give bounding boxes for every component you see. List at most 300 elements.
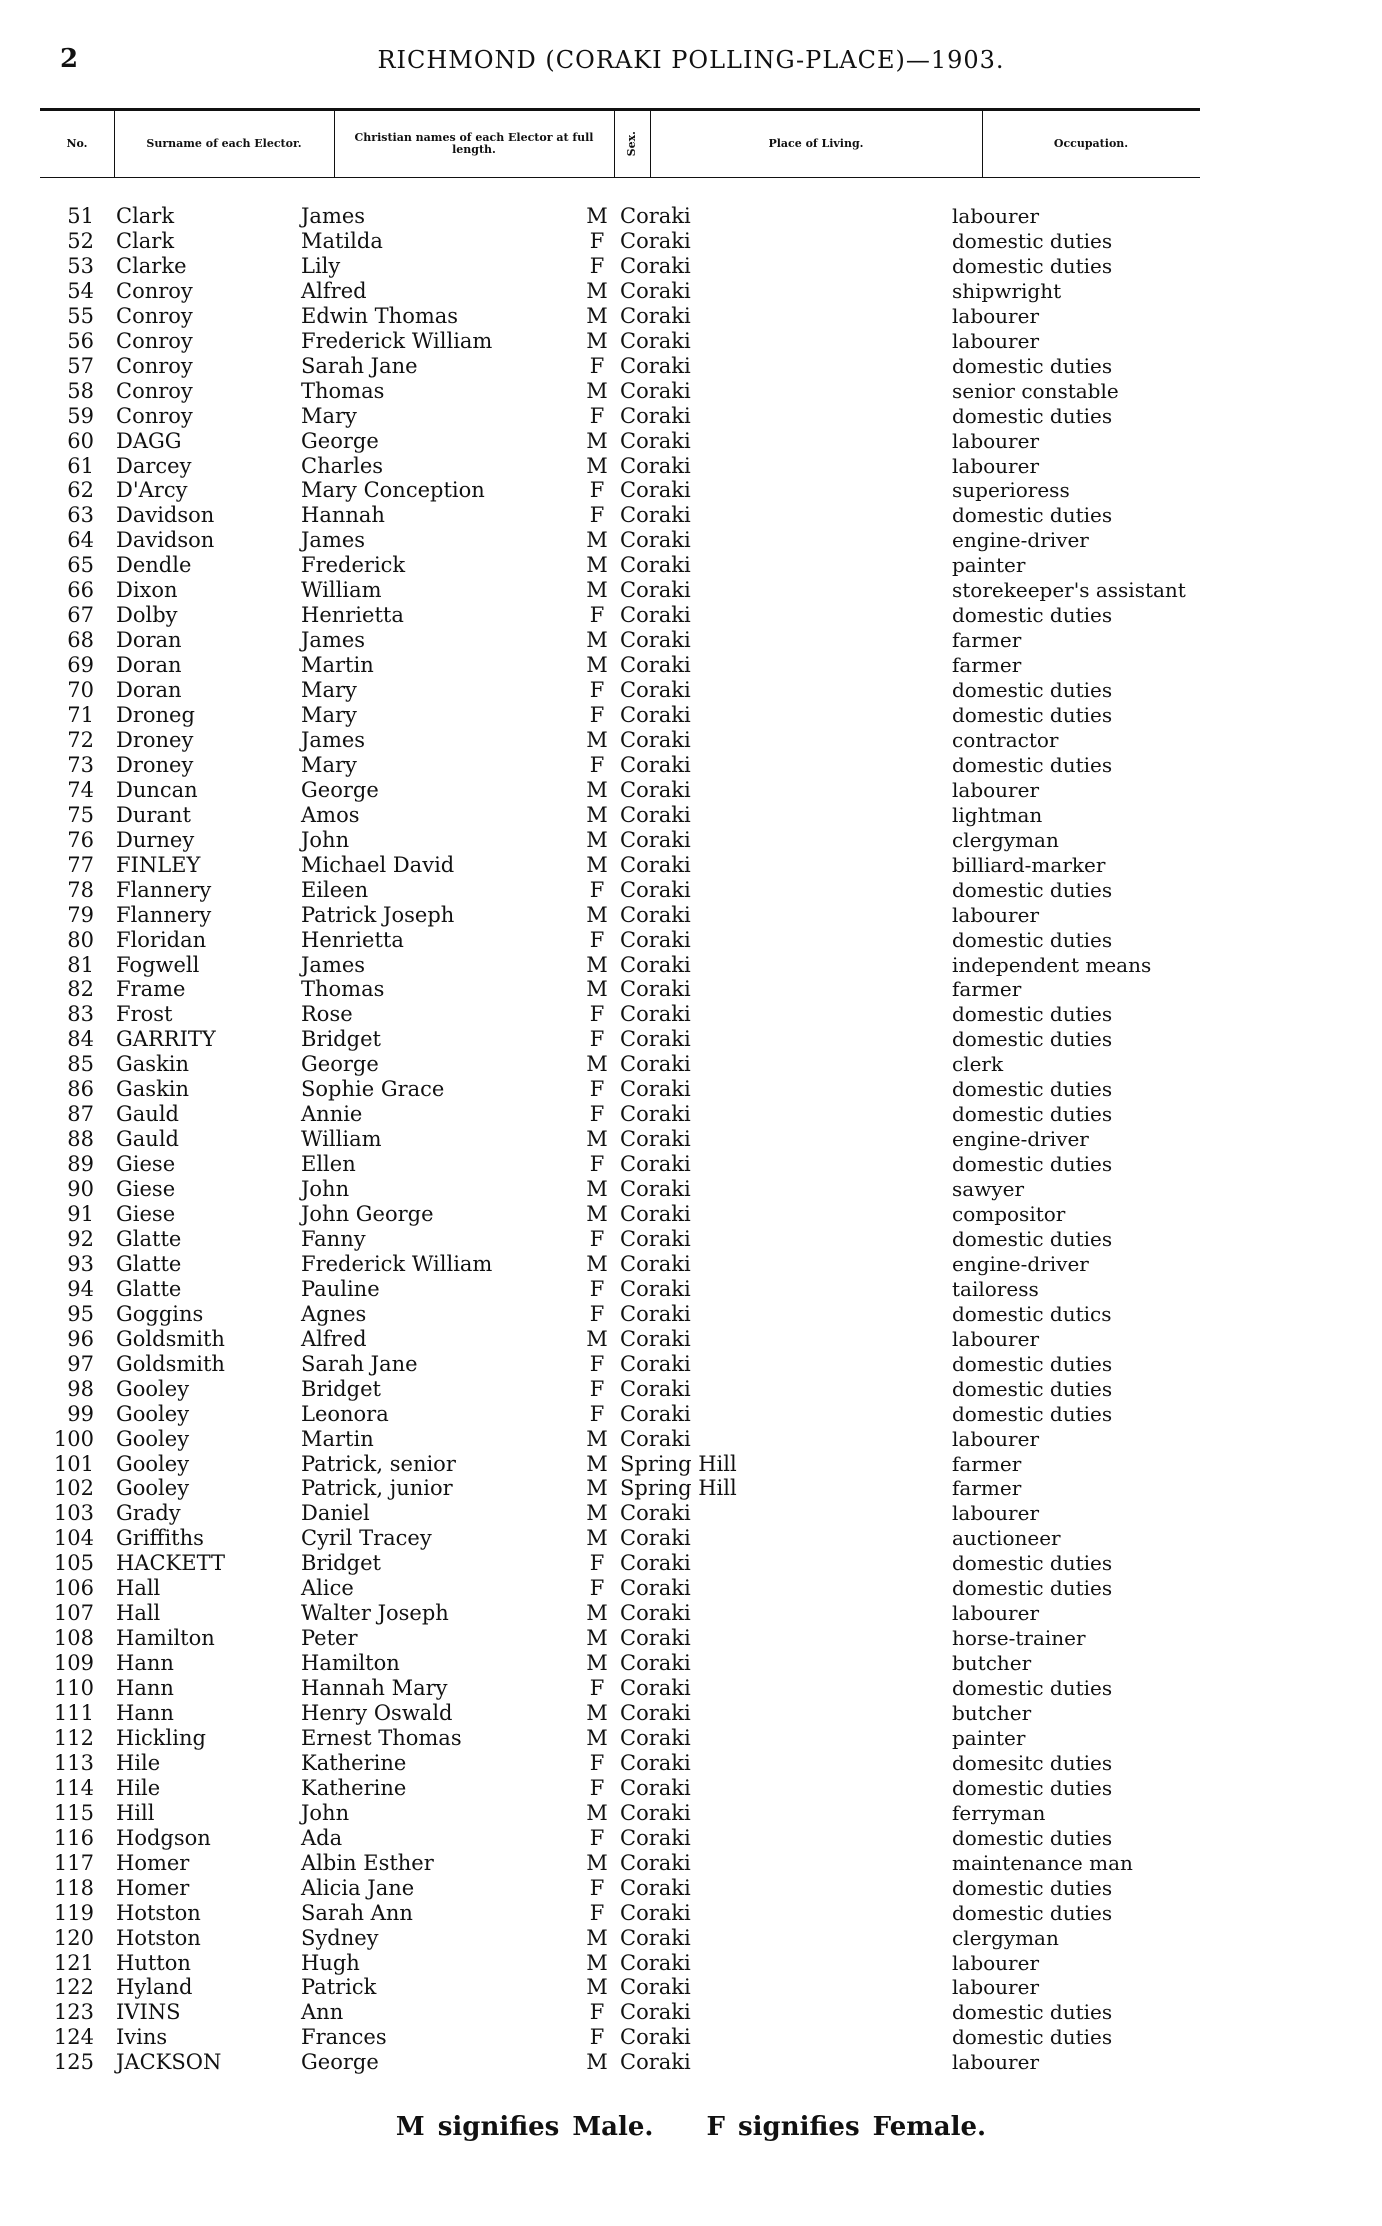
elector-christian-names: Sarah Jane [301, 1351, 418, 1376]
elector-surname: JACKSON [116, 2050, 222, 2075]
elector-sex: F [589, 403, 605, 428]
elector-occupation: farmer [952, 1451, 1022, 1476]
elector-occupation: superioress [952, 478, 1070, 503]
elector-occupation: auctioneer [952, 1526, 1061, 1551]
elector-surname: D'Arcy [116, 478, 188, 503]
elector-sex: M [586, 1127, 608, 1152]
elector-christian-names: Bridget [301, 1376, 381, 1401]
elector-place: Coraki [620, 1775, 691, 1800]
elector-christian-names: William [301, 1127, 382, 1152]
elector-christian-names: Mary [301, 403, 357, 428]
elector-number: 113 [53, 1750, 94, 1775]
elector-occupation: labourer [952, 328, 1040, 353]
elector-sex: M [586, 777, 608, 802]
elector-number: 64 [67, 528, 94, 553]
table-row [0, 1751, 1382, 1776]
elector-occupation: horse-trainer [952, 1626, 1086, 1651]
elector-sex: M [586, 977, 608, 1002]
elector-surname: Grady [116, 1501, 181, 1526]
elector-surname: Gooley [116, 1451, 190, 1476]
table-row [0, 429, 1382, 454]
elector-sex: M [586, 952, 608, 977]
elector-number: 63 [67, 503, 94, 528]
elector-place: Coraki [620, 228, 691, 253]
legend-male: M signifies Male. [395, 2112, 654, 2142]
elector-surname: Dendle [116, 553, 192, 578]
elector-surname: Hill [116, 1800, 155, 1825]
table-row [0, 928, 1382, 953]
elector-surname: Doran [116, 678, 182, 703]
table-row [0, 1576, 1382, 1601]
elector-surname: Goldsmith [116, 1326, 225, 1351]
elector-sex: M [586, 453, 608, 478]
table-row [0, 1077, 1382, 1102]
elector-place: Coraki [620, 1177, 691, 1202]
elector-place: Coraki [620, 2025, 691, 2050]
elector-surname: Gooley [116, 1426, 190, 1451]
elector-sex: M [586, 1850, 608, 1875]
elector-place: Coraki [620, 204, 691, 228]
elector-place: Coraki [620, 952, 691, 977]
elector-place: Coraki [620, 653, 691, 678]
elector-number: 101 [53, 1451, 94, 1476]
elector-number: 103 [53, 1501, 94, 1526]
table-row [0, 1601, 1382, 1626]
elector-christian-names: Mary [301, 752, 357, 777]
elector-christian-names: George [301, 2050, 379, 2075]
table-row [0, 1551, 1382, 1576]
elector-number: 88 [67, 1127, 94, 1152]
table-row [0, 803, 1382, 828]
table-row [0, 528, 1382, 553]
elector-occupation: domestic duties [952, 678, 1113, 703]
elector-place: Coraki [620, 1725, 691, 1750]
table-row [0, 2050, 1382, 2075]
elector-sex: F [589, 1077, 605, 1102]
elector-place: Coraki [620, 802, 691, 827]
elector-sex: M [586, 278, 608, 303]
elector-sex: F [589, 678, 605, 703]
elector-sex: M [586, 1202, 608, 1226]
elector-sex: M [586, 1251, 608, 1276]
elector-occupation: painter [952, 1725, 1026, 1750]
table-row [0, 553, 1382, 578]
elector-christian-names: Patrick, junior [301, 1476, 453, 1501]
elector-place: Coraki [620, 1326, 691, 1351]
elector-number: 71 [67, 703, 94, 727]
elector-christian-names: Annie [301, 1102, 363, 1127]
table-row [0, 1177, 1382, 1202]
elector-occupation: domestic duties [952, 353, 1113, 378]
elector-sex: F [589, 478, 605, 503]
elector-number: 121 [53, 1950, 94, 1975]
table-row [0, 1776, 1382, 1801]
elector-occupation: labourer [952, 428, 1040, 453]
elector-occupation: domestic duties [952, 1027, 1113, 1052]
elector-christian-names: Ellen [301, 1152, 356, 1177]
elector-place: Coraki [620, 278, 691, 303]
elector-occupation: labourer [952, 777, 1040, 802]
table-row [0, 379, 1382, 404]
elector-number: 56 [67, 328, 94, 353]
elector-christian-names: Frances [301, 2025, 387, 2050]
elector-christian-names: Patrick [301, 1975, 377, 2000]
elector-surname: Glatte [116, 1226, 182, 1251]
elector-surname: Gooley [116, 1376, 190, 1401]
elector-place: Coraki [620, 927, 691, 952]
elector-sex: F [589, 228, 605, 253]
elector-number: 112 [53, 1725, 94, 1750]
table-row [0, 1402, 1382, 1427]
elector-place: Coraki [620, 727, 691, 752]
elector-christian-names: Amos [301, 802, 360, 827]
elector-sex: F [589, 1551, 605, 1576]
elector-christian-names: James [301, 952, 366, 977]
header-place: Place of Living. [768, 137, 864, 150]
elector-occupation: storekeeper's assistant [952, 578, 1186, 603]
elector-christian-names: Ada [301, 1825, 343, 1850]
elector-sex: F [589, 1825, 605, 1850]
header-sex-cell [614, 111, 650, 177]
elector-sex: F [589, 1102, 605, 1127]
elector-surname: Doran [116, 628, 182, 653]
elector-christian-names: Henrietta [301, 927, 404, 952]
elector-place: Coraki [620, 1152, 691, 1177]
table-row [0, 1202, 1382, 1227]
elector-number: 80 [67, 927, 94, 952]
elector-sex: F [589, 1351, 605, 1376]
elector-occupation: domestic duties [952, 1825, 1113, 1850]
elector-occupation: clergyman [952, 1925, 1059, 1950]
elector-surname: Flannery [116, 902, 212, 927]
elector-christian-names: Matilda [301, 228, 383, 253]
elector-number: 60 [67, 428, 94, 453]
elector-place: Coraki [620, 1701, 691, 1725]
elector-place: Coraki [620, 1202, 691, 1226]
elector-occupation: engine-driver [952, 1251, 1089, 1276]
elector-surname: Darcey [116, 453, 192, 478]
elector-number: 69 [67, 653, 94, 678]
elector-occupation: clergyman [952, 827, 1059, 852]
elector-sex: F [589, 503, 605, 528]
elector-christian-names: Hamilton [301, 1651, 400, 1676]
elector-occupation: contractor [952, 727, 1059, 752]
table-row [0, 1302, 1382, 1327]
elector-occupation: domestic duties [952, 877, 1113, 902]
elector-occupation: domestic duties [952, 1102, 1113, 1127]
elector-place: Coraki [620, 1052, 691, 1077]
elector-occupation: labourer [952, 1601, 1040, 1626]
elector-place: Coraki [620, 2000, 691, 2025]
elector-sex: M [586, 553, 608, 578]
elector-christian-names: Walter Joseph [301, 1601, 449, 1626]
elector-christian-names: Sydney [301, 1925, 379, 1950]
elector-christian-names: Patrick Joseph [301, 902, 455, 927]
elector-number: 79 [67, 902, 94, 927]
table-row [0, 703, 1382, 728]
elector-place: Coraki [620, 1551, 691, 1576]
elector-sex: M [586, 1426, 608, 1451]
table-row [0, 628, 1382, 653]
elector-sex: M [586, 1651, 608, 1676]
elector-sex: F [589, 1276, 605, 1301]
table-row [0, 1501, 1382, 1526]
elector-sex: F [589, 877, 605, 902]
elector-place: Coraki [620, 303, 691, 328]
elector-christian-names: Ernest Thomas [301, 1725, 462, 1750]
elector-surname: Hall [116, 1601, 161, 1626]
elector-occupation: domestic duties [952, 752, 1113, 777]
elector-occupation: labourer [952, 303, 1040, 328]
elector-surname: Gauld [116, 1102, 179, 1127]
elector-surname: Fogwell [116, 952, 200, 977]
elector-surname: Clark [116, 228, 175, 253]
elector-sex: F [589, 1152, 605, 1177]
elector-christian-names: Martin [301, 653, 374, 678]
elector-number: 125 [53, 2050, 94, 2075]
elector-number: 67 [67, 603, 94, 628]
elector-number: 107 [53, 1601, 94, 1626]
elector-surname: Conroy [116, 403, 193, 428]
elector-number: 102 [53, 1476, 94, 1501]
elector-number: 76 [67, 827, 94, 852]
elector-surname: Droney [116, 727, 194, 752]
elector-place: Coraki [620, 777, 691, 802]
elector-sex: M [586, 628, 608, 653]
elector-number: 85 [67, 1052, 94, 1077]
elector-place: Coraki [620, 678, 691, 703]
elector-number: 73 [67, 752, 94, 777]
table-row [0, 878, 1382, 903]
elector-occupation: engine-driver [952, 528, 1089, 553]
elector-sex: M [586, 1975, 608, 2000]
table-row [0, 1352, 1382, 1377]
elector-place: Coraki [620, 752, 691, 777]
elector-sex: F [589, 1376, 605, 1401]
elector-number: 96 [67, 1326, 94, 1351]
header-surname: Surname of each Elector. [146, 137, 302, 150]
elector-number: 90 [67, 1177, 94, 1202]
elector-sex: M [586, 1925, 608, 1950]
elector-surname: DAGG [116, 428, 182, 453]
elector-surname: Doran [116, 653, 182, 678]
elector-sex: F [589, 1750, 605, 1775]
elector-place: Coraki [620, 503, 691, 528]
table-row [0, 1102, 1382, 1127]
elector-place: Coraki [620, 353, 691, 378]
elector-occupation: tailoress [952, 1276, 1039, 1301]
elector-christian-names: Mary [301, 678, 357, 703]
elector-occupation: farmer [952, 628, 1022, 653]
elector-number: 108 [53, 1626, 94, 1651]
elector-occupation: domestic duties [952, 228, 1113, 253]
elector-sex: M [586, 1800, 608, 1825]
elector-surname: Hann [116, 1676, 174, 1701]
elector-number: 119 [53, 1900, 94, 1925]
elector-sex: F [589, 353, 605, 378]
elector-sex: M [586, 1950, 608, 1975]
elector-surname: Hodgson [116, 1825, 211, 1850]
elector-occupation: shipwright [952, 278, 1062, 303]
elector-christian-names: Katherine [301, 1775, 407, 1800]
elector-place: Coraki [620, 1376, 691, 1401]
elector-place: Coraki [620, 1825, 691, 1850]
elector-occupation: compositor [952, 1202, 1066, 1226]
elector-occupation: labourer [952, 2050, 1040, 2075]
elector-place: Coraki [620, 453, 691, 478]
table-row [0, 678, 1382, 703]
elector-sex: M [586, 1701, 608, 1725]
elector-number: 116 [53, 1825, 94, 1850]
elector-place: Coraki [620, 553, 691, 578]
elector-number: 55 [67, 303, 94, 328]
elector-number: 104 [53, 1526, 94, 1551]
elector-occupation: domestic duties [952, 1077, 1113, 1102]
elector-surname: Conroy [116, 353, 193, 378]
elector-surname: Gaskin [116, 1077, 190, 1102]
elector-surname: Hile [116, 1775, 161, 1800]
elector-christian-names: Bridget [301, 1551, 381, 1576]
elector-christian-names: Pauline [301, 1276, 380, 1301]
elector-christian-names: Hannah Mary [301, 1676, 448, 1701]
elector-surname: Homer [116, 1850, 190, 1875]
elector-christian-names: Daniel [301, 1501, 370, 1526]
elector-christian-names: James [301, 727, 366, 752]
elector-christian-names: Henrietta [301, 603, 404, 628]
table-row [0, 1327, 1382, 1352]
elector-occupation: lightman [952, 802, 1043, 827]
table-row [0, 1027, 1382, 1052]
elector-number: 123 [53, 2000, 94, 2025]
elector-sex: F [589, 1676, 605, 1701]
elector-christian-names: Bridget [301, 1027, 381, 1052]
elector-number: 115 [53, 1800, 94, 1825]
elector-place: Coraki [620, 1102, 691, 1127]
elector-place: Coraki [620, 1127, 691, 1152]
table-row [0, 1127, 1382, 1152]
elector-occupation: farmer [952, 653, 1022, 678]
elector-occupation: ferryman [952, 1800, 1046, 1825]
elector-surname: Giese [116, 1177, 176, 1202]
elector-occupation: domestic duties [952, 1002, 1113, 1027]
elector-christian-names: Hannah [301, 503, 385, 528]
table-row [0, 1801, 1382, 1826]
elector-place: Coraki [620, 378, 691, 403]
table-row [0, 329, 1382, 354]
elector-place: Coraki [620, 428, 691, 453]
elector-surname: HACKETT [116, 1551, 225, 1576]
header-sex: Sex. [625, 131, 638, 157]
elector-christian-names: Edwin Thomas [301, 303, 459, 328]
elector-surname: Conroy [116, 278, 193, 303]
elector-occupation: domestic duties [952, 1351, 1113, 1376]
elector-sex: F [589, 752, 605, 777]
elector-place: Coraki [620, 578, 691, 603]
elector-sex: M [586, 578, 608, 603]
header-christian: Christian names of each Elector at full length. [354, 131, 594, 156]
elector-place: Coraki [620, 1526, 691, 1551]
elector-surname: Frost [116, 1002, 173, 1027]
elector-occupation: billiard-marker [952, 852, 1106, 877]
table-row [0, 1526, 1382, 1551]
elector-occupation: clerk [952, 1052, 1004, 1077]
footer-legend [0, 2112, 1382, 2142]
table-row [0, 603, 1382, 628]
elector-number: 65 [67, 553, 94, 578]
elector-number: 97 [67, 1351, 94, 1376]
elector-christian-names: Sophie Grace [301, 1077, 445, 1102]
elector-surname: Hall [116, 1576, 161, 1601]
elector-number: 77 [67, 852, 94, 877]
elector-number: 61 [67, 453, 94, 478]
elector-place: Coraki [620, 1501, 691, 1526]
elector-surname: Griffiths [116, 1526, 204, 1551]
elector-occupation: domesitc duties [952, 1750, 1113, 1775]
header-no: No. [66, 137, 88, 150]
elector-christian-names: Charles [301, 453, 384, 478]
elector-number: 118 [53, 1875, 94, 1900]
elector-number: 94 [67, 1276, 94, 1301]
elector-place: Coraki [620, 1975, 691, 2000]
elector-christian-names: George [301, 1052, 379, 1077]
elector-occupation: butcher [952, 1651, 1032, 1676]
elector-number: 106 [53, 1576, 94, 1601]
elector-number: 66 [67, 578, 94, 603]
elector-occupation: maintenance man [952, 1850, 1133, 1875]
elector-place: Coraki [620, 1651, 691, 1676]
elector-surname: Gooley [116, 1476, 190, 1501]
elector-occupation: senior constable [952, 378, 1119, 403]
elector-place: Coraki [620, 1576, 691, 1601]
table-row [0, 578, 1382, 603]
elector-christian-names: Lily [301, 253, 341, 278]
elector-sex: M [586, 1601, 608, 1626]
elector-christian-names: Sarah Ann [301, 1900, 413, 1925]
elector-number: 68 [67, 628, 94, 653]
elector-surname: Clarke [116, 253, 187, 278]
elector-number: 122 [53, 1975, 94, 2000]
elector-occupation: domestic dutics [952, 1301, 1112, 1326]
elector-christian-names: James [301, 628, 366, 653]
table-row [0, 728, 1382, 753]
elector-christian-names: Frederick William [301, 1251, 493, 1276]
elector-surname: Ivins [116, 2025, 168, 2050]
elector-number: 91 [67, 1202, 94, 1226]
elector-number: 120 [53, 1925, 94, 1950]
elector-place: Coraki [620, 328, 691, 353]
elector-occupation: domestic duties [952, 503, 1113, 528]
elector-occupation: domestic duties [952, 1875, 1113, 1900]
elector-sex: F [589, 1401, 605, 1426]
elector-sex: F [589, 1027, 605, 1052]
elector-christian-names: Leonora [301, 1401, 389, 1426]
table-row [0, 1227, 1382, 1252]
elector-occupation: domestic duties [952, 1775, 1113, 1800]
table-row [0, 1726, 1382, 1751]
elector-occupation: domestic duties [952, 927, 1113, 952]
elector-number: 72 [67, 727, 94, 752]
elector-christian-names: Ann [301, 2000, 344, 2025]
elector-sex: M [586, 802, 608, 827]
elector-place: Coraki [620, 2050, 691, 2075]
elector-sex: M [586, 1326, 608, 1351]
elector-number: 95 [67, 1301, 94, 1326]
elector-place: Coraki [620, 1002, 691, 1027]
elector-sex: M [586, 902, 608, 927]
elector-place: Coraki [620, 1800, 691, 1825]
elector-surname: Droneg [116, 703, 195, 727]
table-row [0, 1476, 1382, 1501]
